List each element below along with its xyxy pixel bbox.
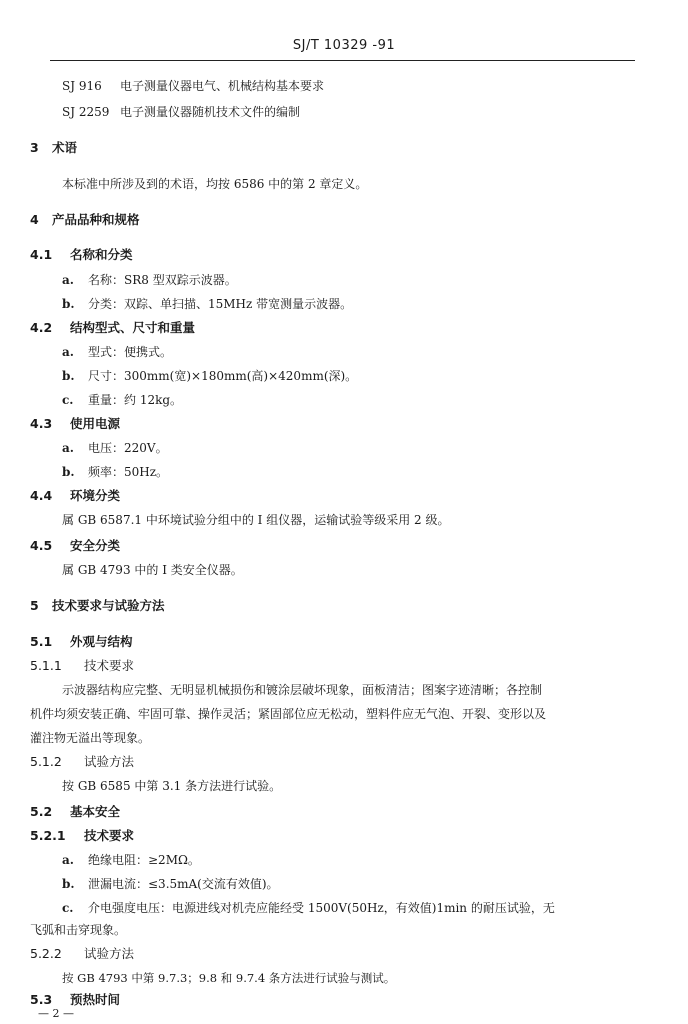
list-item (62, 876, 279, 892)
section-title: 安全分类 (70, 538, 121, 553)
section-number: 5.1.1 (30, 658, 62, 673)
subsubsection-heading (30, 946, 134, 962)
section-number: 4 (30, 212, 39, 227)
list-item (62, 392, 182, 408)
section-title: 试验方法 (84, 754, 135, 769)
section-number: 3 (30, 140, 39, 155)
section-number: 4.5 (30, 538, 53, 553)
list-text: 名称：SR8 型双踪示波器。 (88, 273, 237, 287)
list-marker: b. (62, 465, 75, 479)
section-number: 5.1.2 (30, 754, 62, 769)
section-heading (30, 212, 140, 228)
document-header: SJ/T 10329 -91 (292, 38, 396, 53)
list-text: 分类：双踪、单扫描、15MHz 带宽测量示波器。 (88, 297, 353, 311)
list-text: 重量：约 12kg。 (88, 393, 183, 407)
list-marker: a. (62, 273, 74, 287)
subsection-heading (30, 488, 120, 504)
paragraph: 属 GB 4793 中的 I 类安全仪器。 (62, 563, 243, 577)
reference-line (62, 78, 324, 94)
paragraph-line: 机件均须安装正确、牢固可靠、操作灵活；紧固部位应无松动，塑料件应无气泡、开裂、变形以及 (30, 707, 547, 721)
section-title: 结构型式、尺寸和重量 (70, 320, 196, 335)
list-item (62, 296, 352, 312)
section-heading (30, 598, 165, 614)
list-text: 泄漏电流：≤3.5mA(交流有效值)。 (88, 877, 279, 891)
section-number: 4.4 (30, 488, 53, 503)
list-marker: c. (62, 393, 74, 407)
paragraph: 本标准中所涉及到的术语，均按 6586 中的第 2 章定义。 (62, 177, 368, 191)
section-heading (30, 140, 77, 156)
page-number: — 2 — (38, 1007, 74, 1020)
list-text: 频率：50Hz。 (88, 465, 169, 479)
paragraph-line: 灌注物无溢出等现象。 (30, 731, 151, 745)
section-number: 4.2 (30, 320, 53, 335)
subsection-heading (30, 416, 120, 432)
section-number: 4.1 (30, 247, 53, 262)
paragraph: 按 GB 6585 中第 3.1 条方法进行试验。 (62, 779, 282, 793)
reference-title: 电子测量仪器随机技术文件的编制 (120, 105, 301, 119)
header-rule (50, 60, 635, 61)
paragraph-line: 示波器结构应完整、无明显机械损伤和镀涂层破坏现象，面板清洁；图案字迹清晰；各控制 (62, 683, 543, 697)
subsection-heading (30, 538, 120, 554)
list-item (62, 272, 237, 288)
list-item (62, 900, 555, 916)
section-title: 技术要求 (84, 658, 135, 673)
section-title: 术语 (52, 140, 78, 155)
paragraph: 按 GB 4793 中第 9.7.3；9.8 和 9.7.4 条方法进行试验与测试。 (62, 971, 396, 985)
list-marker: a. (62, 441, 74, 455)
section-number: 4.3 (30, 416, 53, 431)
section-title: 基本安全 (70, 804, 121, 819)
section-number: 5.3 (30, 992, 53, 1007)
paragraph-line: 飞弧和击穿现象。 (30, 923, 127, 937)
section-title: 技术要求 (84, 828, 135, 843)
list-marker: b. (62, 877, 75, 891)
section-number: 5.2.2 (30, 946, 62, 961)
paragraph: 属 GB 6587.1 中环境试验分组中的 I 组仪器，运输试验等级采用 2 级。 (62, 513, 450, 527)
list-item (62, 368, 357, 384)
subsubsection-heading (30, 828, 134, 844)
subsection-heading (30, 247, 133, 263)
list-text: 电压：220V。 (88, 441, 168, 455)
list-marker: b. (62, 369, 75, 383)
section-number: 5.2 (30, 804, 53, 819)
list-marker: a. (62, 345, 74, 359)
section-title: 使用电源 (70, 416, 121, 431)
subsubsection-heading (30, 658, 134, 674)
section-title: 外观与结构 (70, 634, 133, 649)
list-text: 绝缘电阻：≥2MΩ。 (88, 853, 200, 867)
list-item (62, 344, 172, 360)
section-number: 5.2.1 (30, 828, 66, 843)
list-text: 尺寸：300mm(宽)×180mm(高)×420mm(深)。 (88, 369, 358, 383)
list-item (62, 440, 168, 456)
list-text: 介电强度电压：电源进线对机壳应能经受 1500V(50Hz，有效值)1min 的耐压试验，无 (88, 901, 555, 915)
reference-line (62, 104, 300, 120)
section-number: 5.1 (30, 634, 53, 649)
section-number: 5 (30, 598, 39, 613)
section-title: 名称和分类 (70, 247, 133, 262)
list-item (62, 852, 200, 868)
reference-code: SJ 2259 (62, 105, 110, 119)
section-title: 预热时间 (70, 992, 121, 1007)
list-marker: c. (62, 901, 74, 915)
reference-code: SJ 916 (62, 79, 102, 93)
section-title: 环境分类 (70, 488, 121, 503)
section-title: 技术要求与试验方法 (52, 598, 165, 613)
section-title: 产品品种和规格 (52, 212, 140, 227)
subsection-heading (30, 804, 120, 820)
list-text: 型式：便携式。 (88, 345, 173, 359)
subsection-heading (30, 634, 133, 650)
reference-title: 电子测量仪器电气、机械结构基本要求 (120, 79, 325, 93)
list-marker: a. (62, 853, 74, 867)
subsubsection-heading (30, 754, 134, 770)
list-item (62, 464, 168, 480)
section-title: 试验方法 (84, 946, 135, 961)
list-marker: b. (62, 297, 75, 311)
subsection-heading (30, 320, 195, 336)
